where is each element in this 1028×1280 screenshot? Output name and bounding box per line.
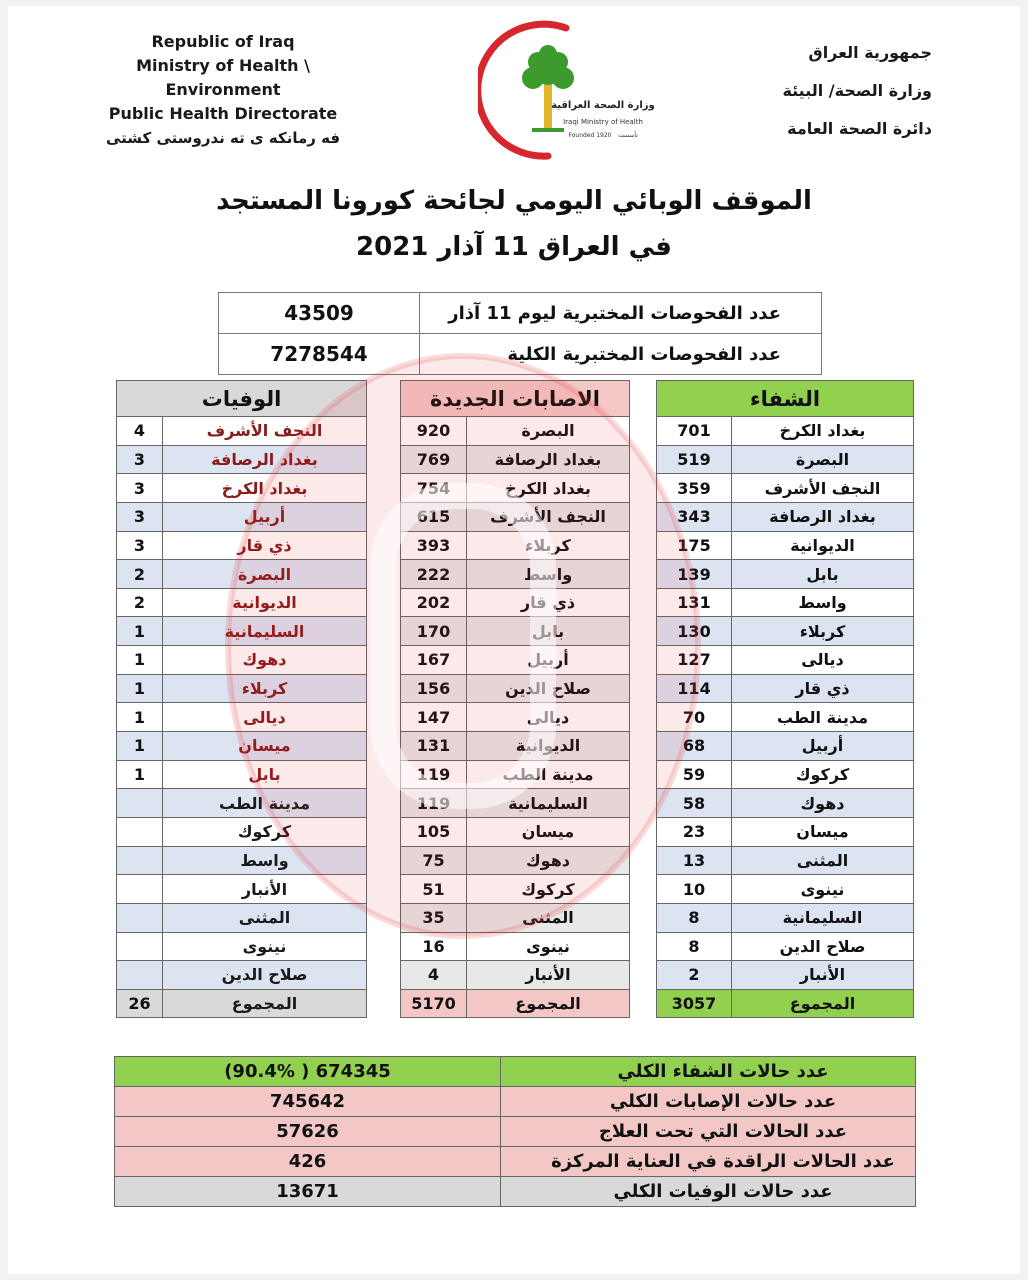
recoveries-count: 127 — [657, 646, 732, 675]
logo-sub-ar: تأسست — [618, 132, 638, 139]
summary-label: عدد حالات الشفاء الكلي — [501, 1057, 916, 1087]
report-page — [8, 6, 1020, 1274]
recoveries-count: 343 — [657, 502, 732, 531]
recoveries-governorate: بابل — [732, 560, 914, 589]
recoveries-governorate: السليمانية — [732, 903, 914, 932]
new-cases-row — [401, 588, 630, 617]
new-cases-count: 754 — [401, 474, 467, 503]
new-cases-count: 393 — [401, 531, 467, 560]
deaths-count: 3 — [117, 502, 163, 531]
new-cases-governorate: أربيل — [467, 646, 630, 675]
new-cases-count: 202 — [401, 588, 467, 617]
deaths-row — [117, 617, 367, 646]
logo-founded: Founded 1920 — [568, 132, 612, 139]
new-cases-governorate: بابل — [467, 617, 630, 646]
header-en-line1: Republic of Iraq — [151, 32, 295, 51]
recoveries-governorate: ميسان — [732, 817, 914, 846]
new-cases-count: 131 — [401, 732, 467, 761]
recoveries-governorate: واسط — [732, 588, 914, 617]
deaths-governorate: مدينة الطب — [163, 789, 367, 818]
recoveries-header: الشفاء — [657, 381, 914, 417]
recoveries-count: 114 — [657, 674, 732, 703]
recoveries-count: 8 — [657, 903, 732, 932]
deaths-total-label: المجموع — [163, 989, 367, 1018]
recoveries-row — [657, 760, 914, 789]
deaths-count — [117, 961, 163, 990]
new-cases-count: 156 — [401, 674, 467, 703]
header-ar-line1: جمهورية العراق — [808, 43, 932, 62]
recoveries-governorate: أربيل — [732, 732, 914, 761]
recoveries-count: 131 — [657, 588, 732, 617]
deaths-governorate: دهوك — [163, 646, 367, 675]
recoveries-count: 359 — [657, 474, 732, 503]
deaths-count: 3 — [117, 445, 163, 474]
summary-value: 745642 — [115, 1087, 501, 1117]
deaths-total-value: 26 — [117, 989, 163, 1018]
deaths-row — [117, 560, 367, 589]
summary-value: 13671 — [115, 1177, 501, 1207]
deaths-count: 1 — [117, 617, 163, 646]
new-cases-row — [401, 674, 630, 703]
recoveries-governorate: مدينة الطب — [732, 703, 914, 732]
recoveries-count: 2 — [657, 961, 732, 990]
recoveries-governorate: ديالى — [732, 646, 914, 675]
new-cases-row — [401, 760, 630, 789]
deaths-count: 1 — [117, 674, 163, 703]
deaths-count: 1 — [117, 732, 163, 761]
new-cases-governorate: النجف الأشرف — [467, 502, 630, 531]
new-cases-count: 16 — [401, 932, 467, 961]
new-cases-governorate: بغداد الكرخ — [467, 474, 630, 503]
deaths-row — [117, 789, 367, 818]
deaths-row — [117, 903, 367, 932]
recoveries-row — [657, 732, 914, 761]
deaths-count: 3 — [117, 531, 163, 560]
deaths-count: 2 — [117, 560, 163, 589]
new-cases-governorate: صلاح الدين — [467, 674, 630, 703]
new-cases-row — [401, 875, 630, 904]
header-ar-line3: دائرة الصحة العامة — [787, 119, 932, 138]
summary-row-under-treatment — [115, 1117, 916, 1147]
new-cases-count: 615 — [401, 502, 467, 531]
deaths-row — [117, 417, 367, 446]
header-en-line2: Ministry of Health \ Environment — [136, 56, 310, 99]
deaths-count — [117, 932, 163, 961]
recoveries-count: 130 — [657, 617, 732, 646]
new-cases-count: 167 — [401, 646, 467, 675]
new-cases-count: 170 — [401, 617, 467, 646]
recoveries-total-value: 3057 — [657, 989, 732, 1018]
new-cases-row — [401, 961, 630, 990]
recoveries-governorate: بغداد الرصافة — [732, 502, 914, 531]
lab-tests-row — [219, 293, 822, 334]
deaths-row — [117, 588, 367, 617]
new-cases-row — [401, 817, 630, 846]
recoveries-count: 59 — [657, 760, 732, 789]
deaths-row — [117, 445, 367, 474]
new-cases-governorate: دهوك — [467, 846, 630, 875]
new-cases-row — [401, 789, 630, 818]
new-cases-governorate: بغداد الرصافة — [467, 445, 630, 474]
new-cases-count: 105 — [401, 817, 467, 846]
recoveries-count: 13 — [657, 846, 732, 875]
new-cases-row — [401, 846, 630, 875]
recoveries-row — [657, 789, 914, 818]
new-cases-count: 147 — [401, 703, 467, 732]
recoveries-row — [657, 903, 914, 932]
new-cases-governorate: السليمانية — [467, 789, 630, 818]
summary-row-icu — [115, 1147, 916, 1177]
new-cases-count: 51 — [401, 875, 467, 904]
recoveries-governorate: دهوك — [732, 789, 914, 818]
new-cases-row — [401, 502, 630, 531]
deaths-row — [117, 502, 367, 531]
new-cases-row — [401, 474, 630, 503]
deaths-count: 4 — [117, 417, 163, 446]
recoveries-count: 23 — [657, 817, 732, 846]
recoveries-governorate: البصرة — [732, 445, 914, 474]
recoveries-governorate: المثنى — [732, 846, 914, 875]
recoveries-row — [657, 531, 914, 560]
recoveries-row — [657, 445, 914, 474]
deaths-count — [117, 789, 163, 818]
new-cases-governorate: نينوى — [467, 932, 630, 961]
new-cases-count: 119 — [401, 760, 467, 789]
new-cases-governorate: كربلاء — [467, 531, 630, 560]
deaths-governorate: أربيل — [163, 502, 367, 531]
deaths-count — [117, 903, 163, 932]
recoveries-row — [657, 617, 914, 646]
report-title-line1: الموقف الوبائي اليومي لجائحة كورونا المستجد — [216, 186, 812, 216]
deaths-row — [117, 732, 367, 761]
recoveries-governorate: النجف الأشرف — [732, 474, 914, 503]
deaths-row — [117, 817, 367, 846]
new-cases-total-label: المجموع — [467, 989, 630, 1018]
deaths-governorate: السليمانية — [163, 617, 367, 646]
summary-row-deaths — [115, 1177, 916, 1207]
deaths-row — [117, 703, 367, 732]
summary-row-cases — [115, 1087, 916, 1117]
new-cases-governorate: البصرة — [467, 417, 630, 446]
recoveries-count: 10 — [657, 875, 732, 904]
recoveries-count: 139 — [657, 560, 732, 589]
lab-tests-total-value: 7278544 — [219, 334, 420, 375]
new-cases-count: 222 — [401, 560, 467, 589]
deaths-count — [117, 817, 163, 846]
deaths-governorate: بابل — [163, 760, 367, 789]
recoveries-governorate: بغداد الكرخ — [732, 417, 914, 446]
recoveries-row — [657, 474, 914, 503]
summary-label: عدد الحالات الراقدة في العناية المركزة — [501, 1147, 916, 1177]
recoveries-row — [657, 846, 914, 875]
new-cases-row — [401, 903, 630, 932]
deaths-governorate: بغداد الكرخ — [163, 474, 367, 503]
new-cases-count: 75 — [401, 846, 467, 875]
new-cases-count: 119 — [401, 789, 467, 818]
header-english — [78, 30, 368, 150]
header-en-line3: Public Health Directorate — [108, 104, 338, 123]
new-cases-count: 35 — [401, 903, 467, 932]
new-cases-row — [401, 445, 630, 474]
recoveries-row — [657, 560, 914, 589]
recoveries-count: 701 — [657, 417, 732, 446]
new-cases-row — [401, 732, 630, 761]
recoveries-row — [657, 674, 914, 703]
new-cases-row — [401, 703, 630, 732]
deaths-row — [117, 646, 367, 675]
deaths-governorate: صلاح الدين — [163, 961, 367, 990]
recoveries-table — [656, 380, 914, 1018]
new-cases-row — [401, 617, 630, 646]
deaths-row — [117, 846, 367, 875]
new-cases-row — [401, 417, 630, 446]
recoveries-row — [657, 961, 914, 990]
summary-label: عدد حالات الإصابات الكلي — [501, 1087, 916, 1117]
deaths-governorate: كربلاء — [163, 674, 367, 703]
deaths-count: 1 — [117, 760, 163, 789]
recoveries-row — [657, 703, 914, 732]
deaths-governorate: الأنبار — [163, 875, 367, 904]
deaths-total-row — [117, 989, 367, 1018]
deaths-governorate: ذي قار — [163, 531, 367, 560]
new-cases-governorate: الأنبار — [467, 961, 630, 990]
deaths-governorate: ديالى — [163, 703, 367, 732]
deaths-governorate: كركوك — [163, 817, 367, 846]
deaths-count — [117, 875, 163, 904]
recoveries-count: 175 — [657, 531, 732, 560]
deaths-governorate: نينوى — [163, 932, 367, 961]
new-cases-count: 920 — [401, 417, 467, 446]
new-cases-governorate: مدينة الطب — [467, 760, 630, 789]
new-cases-total-value: 5170 — [401, 989, 467, 1018]
report-title-line2: في العراق 11 آذار 2021 — [356, 232, 672, 262]
deaths-count: 1 — [117, 646, 163, 675]
lab-tests-table — [218, 292, 822, 375]
deaths-table — [116, 380, 367, 1018]
new-cases-governorate: ذي قار — [467, 588, 630, 617]
summary-value: (90.4% ) 674345 — [115, 1057, 501, 1087]
deaths-row — [117, 474, 367, 503]
recoveries-governorate: الأنبار — [732, 961, 914, 990]
new-cases-governorate: المثنى — [467, 903, 630, 932]
recoveries-row — [657, 875, 914, 904]
deaths-row — [117, 674, 367, 703]
recoveries-total-label: المجموع — [732, 989, 914, 1018]
recoveries-row — [657, 932, 914, 961]
logo-name-ar: وزارة الصحة العراقية — [551, 100, 655, 111]
deaths-row — [117, 961, 367, 990]
recoveries-total-row — [657, 989, 914, 1018]
new-cases-count: 4 — [401, 961, 467, 990]
lab-tests-row — [219, 334, 822, 375]
summary-label: عدد الحالات التي تحت العلاج — [501, 1117, 916, 1147]
deaths-governorate: المثنى — [163, 903, 367, 932]
new-cases-governorate: ديالى — [467, 703, 630, 732]
new-cases-row — [401, 531, 630, 560]
recoveries-row — [657, 817, 914, 846]
summary-label: عدد حالات الوفيات الكلي — [501, 1177, 916, 1207]
recoveries-count: 8 — [657, 932, 732, 961]
header-kurdish-line: فه رمانكه ى ته ندروستى كشتى — [105, 129, 341, 147]
deaths-governorate: الديوانية — [163, 588, 367, 617]
recoveries-count: 68 — [657, 732, 732, 761]
recoveries-governorate: كربلاء — [732, 617, 914, 646]
recoveries-row — [657, 502, 914, 531]
lab-tests-daily-value: 43509 — [219, 293, 420, 334]
deaths-governorate: النجف الأشرف — [163, 417, 367, 446]
new-cases-count: 769 — [401, 445, 467, 474]
recoveries-row — [657, 417, 914, 446]
summary-value: 426 — [115, 1147, 501, 1177]
new-cases-header: الاصابات الجديدة — [401, 381, 630, 417]
deaths-governorate: ميسان — [163, 732, 367, 761]
deaths-governorate: واسط — [163, 846, 367, 875]
recoveries-governorate: نينوى — [732, 875, 914, 904]
recoveries-row — [657, 588, 914, 617]
new-cases-row — [401, 646, 630, 675]
new-cases-governorate: الديوانية — [467, 732, 630, 761]
recoveries-governorate: صلاح الدين — [732, 932, 914, 961]
new-cases-table — [400, 380, 630, 1018]
header-ar-line2: وزارة الصحة/ البيئة — [782, 81, 932, 100]
deaths-header: الوفيات — [117, 381, 367, 417]
deaths-governorate: البصرة — [163, 560, 367, 589]
summary-row-recoveries — [115, 1057, 916, 1087]
ministry-logo — [478, 16, 668, 166]
deaths-row — [117, 932, 367, 961]
recoveries-count: 519 — [657, 445, 732, 474]
deaths-count: 3 — [117, 474, 163, 503]
summary-value: 57626 — [115, 1117, 501, 1147]
recoveries-row — [657, 646, 914, 675]
recoveries-governorate: ذي قار — [732, 674, 914, 703]
lab-tests-total-label: عدد الفحوصات المختبرية الكلية — [420, 334, 822, 375]
lab-tests-daily-label: عدد الفحوصات المختبرية ليوم 11 آذار — [420, 293, 822, 334]
recoveries-count: 58 — [657, 789, 732, 818]
new-cases-total-row — [401, 989, 630, 1018]
deaths-row — [117, 760, 367, 789]
recoveries-governorate: الديوانية — [732, 531, 914, 560]
deaths-row — [117, 531, 367, 560]
summary-table — [114, 1056, 916, 1207]
deaths-row — [117, 875, 367, 904]
new-cases-row — [401, 932, 630, 961]
logo-name-en: Iraqi Ministry of Health — [563, 118, 643, 126]
deaths-count: 2 — [117, 588, 163, 617]
new-cases-governorate: ميسان — [467, 817, 630, 846]
deaths-governorate: بغداد الرصافة — [163, 445, 367, 474]
new-cases-governorate: كركوك — [467, 875, 630, 904]
deaths-count: 1 — [117, 703, 163, 732]
header-arabic — [782, 34, 932, 148]
new-cases-governorate: واسط — [467, 560, 630, 589]
new-cases-row — [401, 560, 630, 589]
deaths-count — [117, 846, 163, 875]
recoveries-governorate: كركوك — [732, 760, 914, 789]
recoveries-count: 70 — [657, 703, 732, 732]
